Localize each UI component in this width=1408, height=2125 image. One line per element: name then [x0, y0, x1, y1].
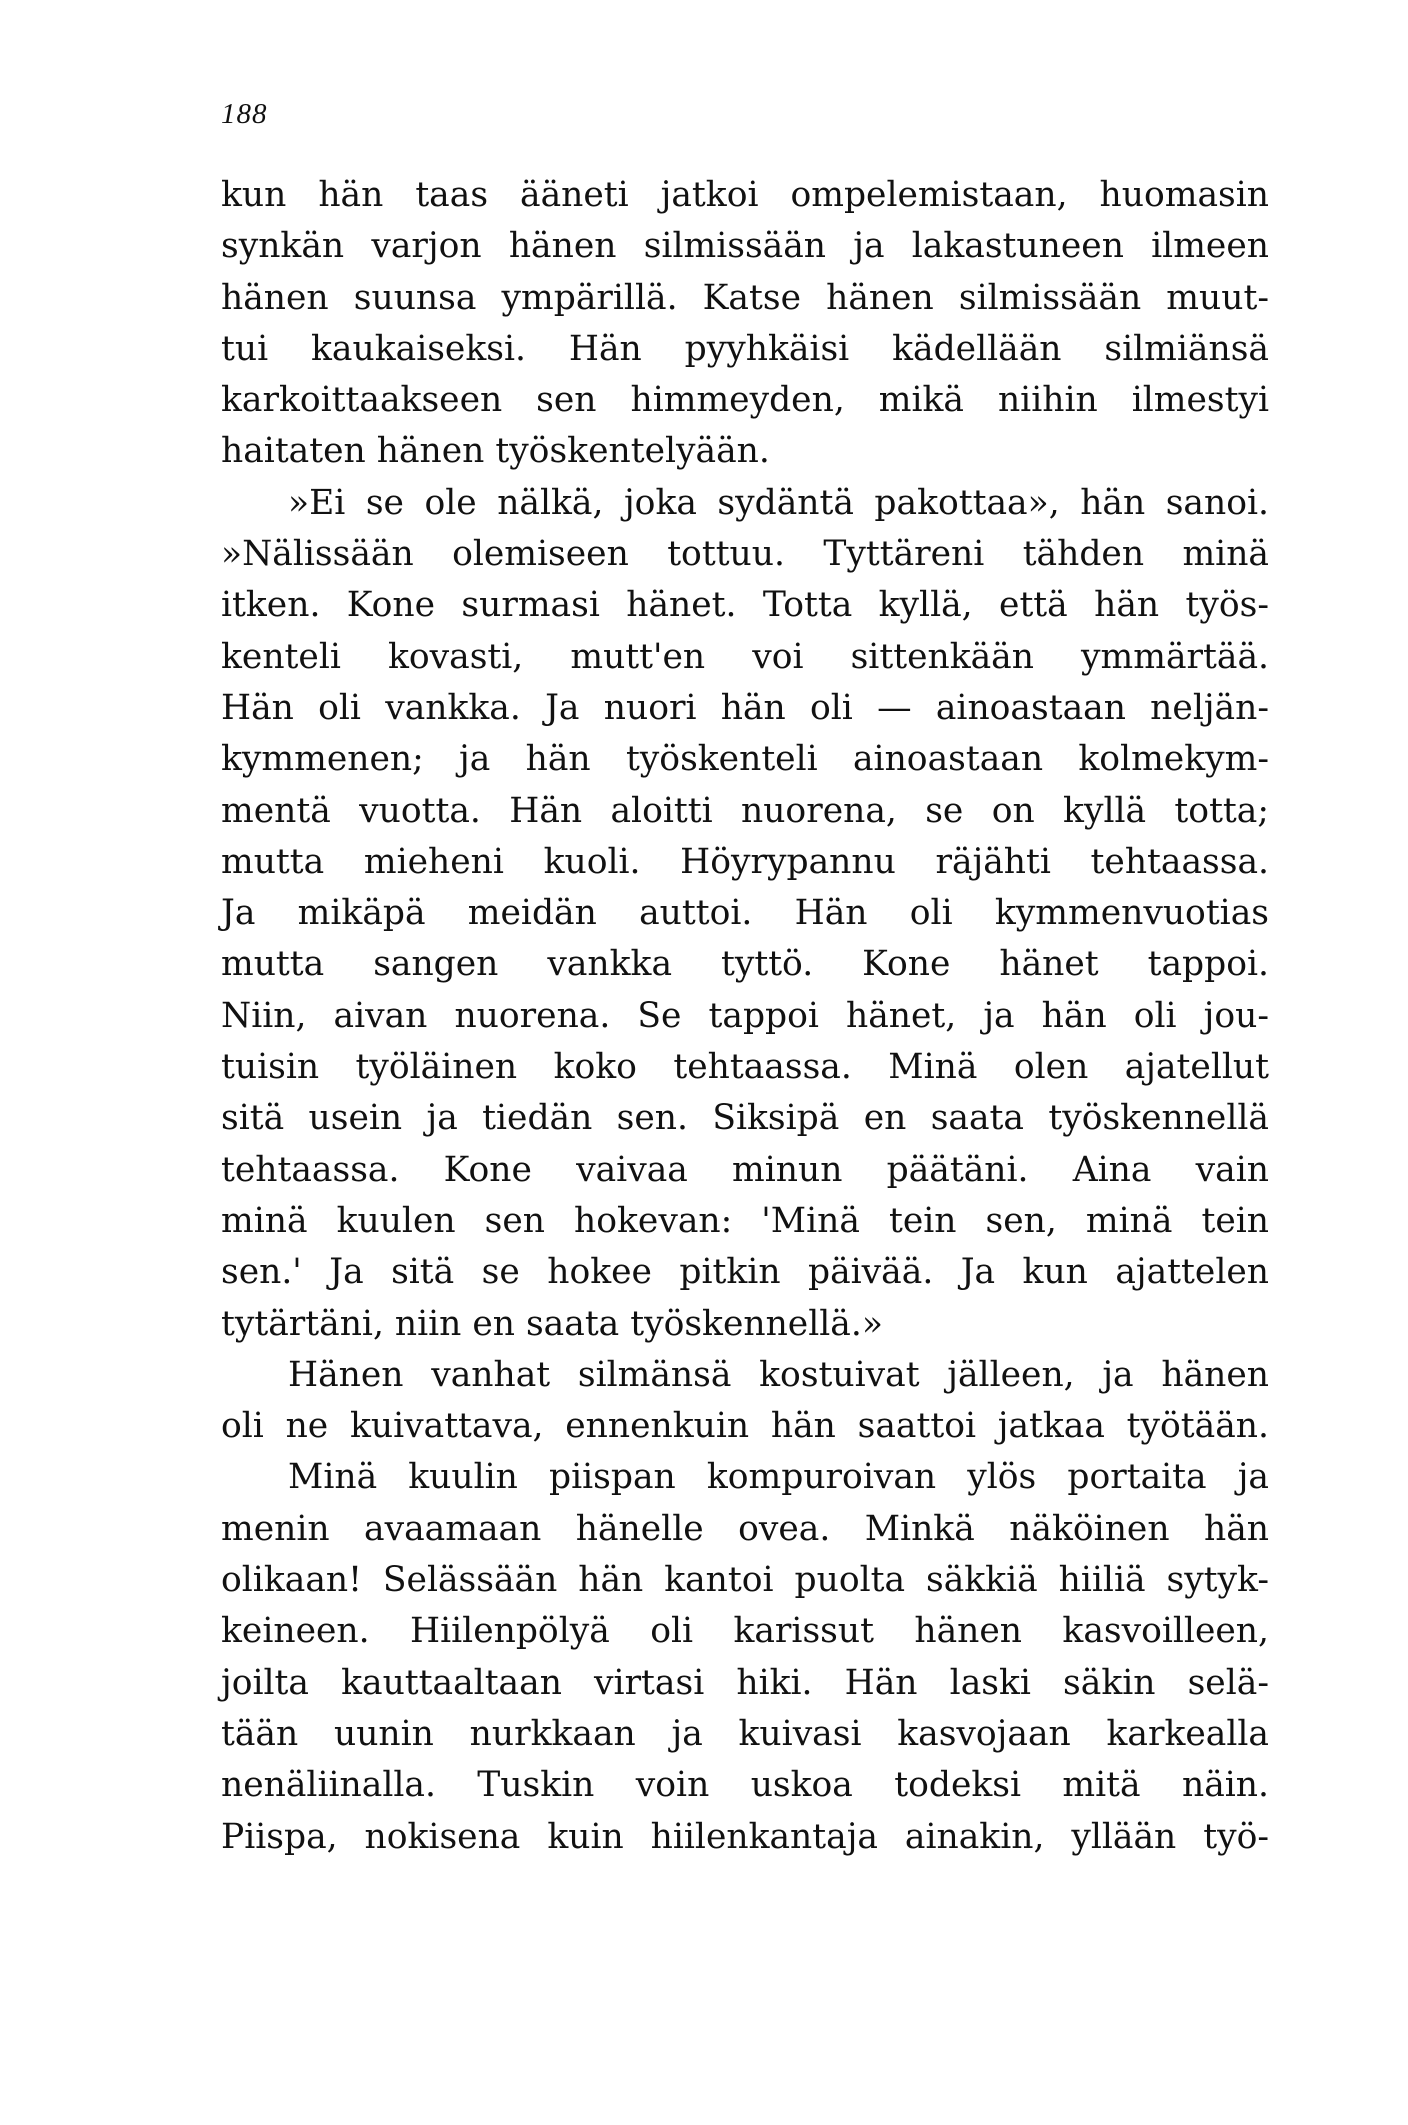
text-line: menin avaamaan hänelle ovea. Minkä näköinen hän — [221, 1508, 1269, 1549]
text-line: karkoittaakseen sen himmeyden, mikä niihin ilmestyi — [221, 380, 1269, 421]
text-line: kymmenen; ja hän työskenteli ainoastaan kolmekym- — [221, 739, 1269, 780]
text-line: haitaten hänen työskentelyään. — [221, 431, 770, 472]
text-line: Hänen vanhat silmänsä kostuivat jälleen, ja hänen — [288, 1354, 1269, 1395]
text-line: »Ei se ole nälkä, joka sydäntä pakottaa», hän sanoi. — [288, 482, 1269, 523]
text-line: tuisin työläinen koko tehtaassa. Minä olen ajatellut — [221, 1047, 1269, 1088]
text-line: oli ne kuivattava, ennenkuin hän saattoi jatkaa työtään. — [221, 1406, 1269, 1447]
text-line: Niin, aivan nuorena. Se tappoi hänet, ja hän oli jou- — [221, 995, 1269, 1036]
text-line: mentä vuotta. Hän aloitti nuorena, se on kyllä totta; — [221, 790, 1269, 831]
text-line: »Nälissään olemiseen tottuu. Tyttäreni tähden minä — [221, 534, 1269, 575]
text-line: tytärtäni, niin en saata työskennellä.» — [221, 1303, 883, 1344]
text-line: mutta mieheni kuoli. Höyrypannu räjähti tehtaassa. — [221, 841, 1269, 882]
text-line: kenteli kovasti, mutt'en voi sittenkään ymmärtää. — [221, 636, 1269, 677]
text-line: joilta kauttaaltaan virtasi hiki. Hän laski säkin selä- — [221, 1662, 1269, 1703]
text-line: keineen. Hiilenpölyä oli karissut hänen kasvoilleen, — [221, 1611, 1269, 1652]
text-line: olikaan! Selässään hän kantoi puolta säkkiä hiiliä sytyk- — [221, 1560, 1269, 1601]
text-line: tään uunin nurkkaan ja kuivasi kasvojaan karkealla — [221, 1713, 1269, 1754]
text-line: synkän varjon hänen silmissään ja lakastuneen ilmeen — [221, 226, 1269, 267]
text-line: Piispa, nokisena kuin hiilenkantaja ainakin, yllään työ- — [221, 1816, 1269, 1857]
page-number: 188 — [221, 98, 268, 130]
text-line: sen.' Ja sitä se hokee pitkin päivää. Ja kun ajattelen — [221, 1252, 1269, 1293]
text-line: sitä usein ja tiedän sen. Siksipä en saata työskennellä — [221, 1098, 1269, 1139]
text-line: mutta sangen vankka tyttö. Kone hänet tappoi. — [221, 944, 1269, 985]
text-line: nenäliinalla. Tuskin voin uskoa todeksi mitä näin. — [221, 1765, 1269, 1806]
text-line: itken. Kone surmasi hänet. Totta kyllä, että hän työs- — [221, 585, 1269, 626]
text-line: kun hän taas ääneti jatkoi ompelemistaan, huomasin — [221, 175, 1269, 215]
text-line: Hän oli vankka. Ja nuori hän oli — ainoastaan neljän- — [221, 687, 1269, 728]
body-text — [221, 170, 1269, 1863]
text-line: hänen suunsa ympärillä. Katse hänen silmissään muut- — [221, 277, 1269, 318]
text-line: Minä kuulin piispan kompuroivan ylös portaita ja — [288, 1457, 1269, 1498]
text-line: Ja mikäpä meidän auttoi. Hän oli kymmenvuotias — [221, 893, 1269, 934]
text-line: minä kuulen sen hokevan: 'Minä tein sen, minä tein — [221, 1200, 1269, 1241]
text-line: tui kaukaiseksi. Hän pyyhkäisi kädellään silmiänsä — [221, 328, 1269, 369]
text-line: tehtaassa. Kone vaivaa minun päätäni. Aina vain — [221, 1149, 1269, 1190]
